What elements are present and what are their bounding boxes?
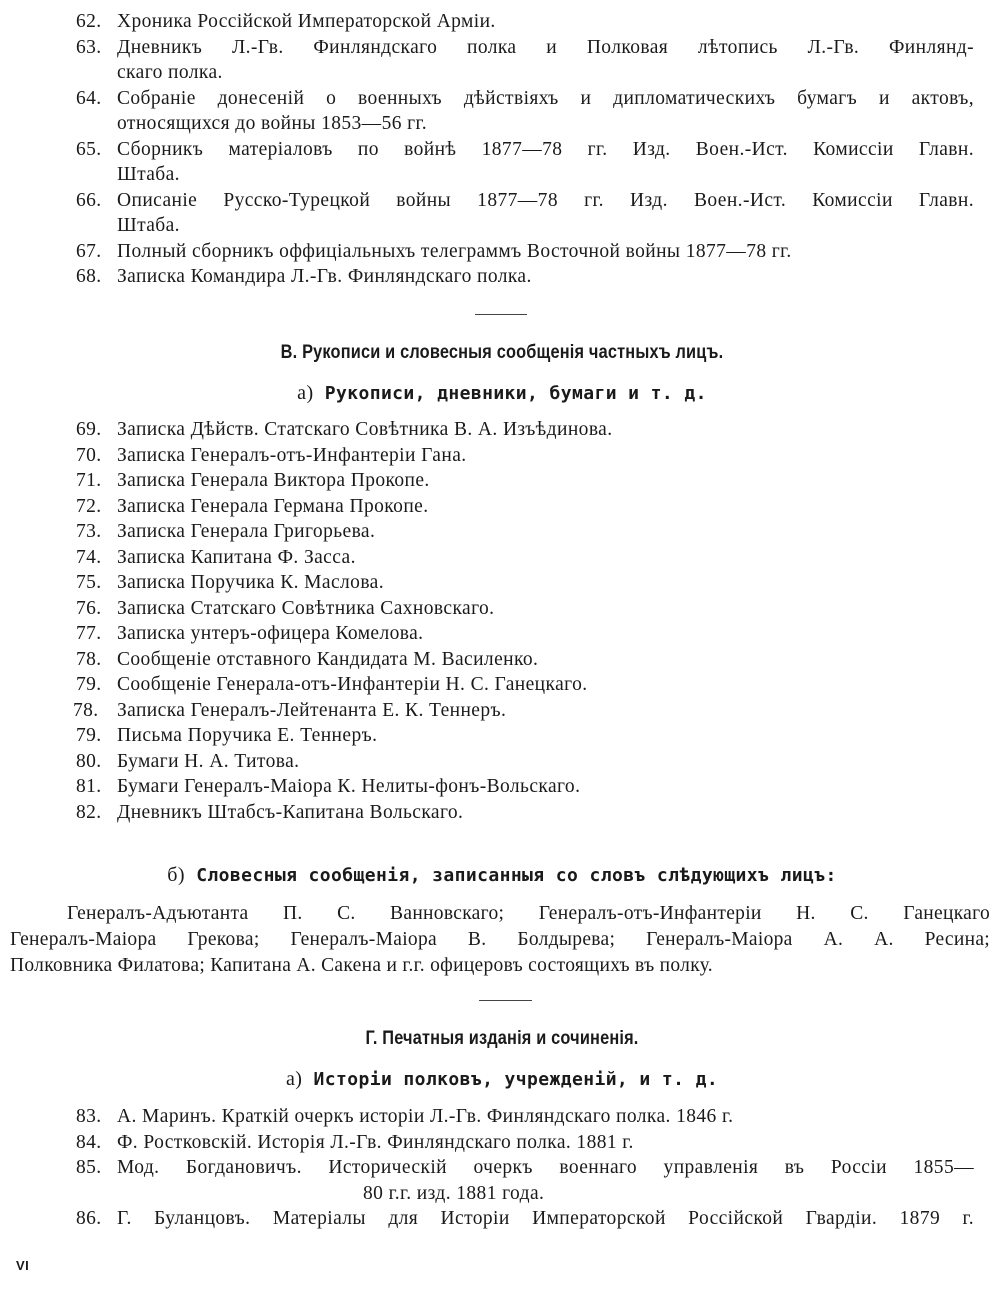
entry-number: 71. [76, 470, 102, 491]
entry-number: 86. [76, 1208, 102, 1229]
entry-number: 76. [76, 597, 102, 619]
entry-text: Записка Дѣйств. Статскаго Совѣтника В. А. Изъѣдинова. [117, 419, 613, 440]
entry-text: Записка Генерала Германа Прокопе. [117, 495, 429, 517]
list-item [73, 698, 974, 724]
paragraph-line: Полковника Филатова; Капитана А. Сакена и г.г. офицеровъ состоящихъ въ полку. [10, 955, 713, 976]
subsection-heading-regimental-histories [0, 1068, 1004, 1091]
entry-number: 84. [76, 1131, 102, 1153]
entry-number: 79. [76, 725, 102, 746]
subsection-title: Словесныя сообщенія, записанныя со словъ слѣдующихъ лицъ: [196, 865, 837, 886]
list-item [76, 188, 974, 239]
list-item [76, 494, 974, 520]
list-item [76, 596, 974, 622]
entry-text: Записка Генералъ-Лейтенанта Е. К. Теннеръ. [117, 699, 507, 721]
entry-number: 81. [76, 776, 102, 797]
paragraph-line: Генералъ-Маіора Грекова; Генералъ-Маіора В. Болдырева; Генералъ-Маіора А. А. Ресина; [10, 929, 990, 950]
entry-number: 69. [76, 419, 102, 440]
list-item [76, 86, 974, 137]
list-item [76, 443, 974, 469]
entry-number: 79. [76, 674, 102, 695]
entry-text: Бумаги Генералъ-Маіора К. Нелиты-фонъ-Вольскаго. [117, 776, 581, 797]
entry-number: 78. [73, 699, 99, 721]
entry-text: Дневникъ Штабсъ-Капитана Вольскаго. [117, 801, 464, 823]
entry-number: 65. [76, 138, 102, 160]
list-item [76, 137, 974, 188]
entry-number: 62. [76, 11, 102, 32]
list-item [76, 1155, 974, 1206]
entry-number: 74. [76, 546, 102, 568]
list-item [76, 468, 974, 494]
entry-text: Г. Буланцовъ. Матеріалы для Исторіи Императорской Россійской Гвардіи. 1879 г. [117, 1208, 974, 1229]
entry-text-continuation: Штаба. [117, 164, 180, 185]
list-item [76, 1104, 974, 1130]
page-number: VI [16, 1258, 30, 1273]
entry-text: Сборникъ матеріаловъ по войнѣ 1877—78 гг. Изд. Воен.-Ист. Комиссіи Главн. [117, 138, 974, 160]
entry-number: 75. [76, 572, 102, 593]
entry-text: Письма Поручика Е. Теннеръ. [117, 725, 378, 746]
entry-text-continuation: Штаба. [117, 215, 180, 236]
entry-number: 77. [76, 623, 102, 644]
subsection-heading-manuscripts [0, 382, 1004, 405]
entry-number: 73. [76, 521, 102, 542]
list-item [76, 9, 974, 35]
list-item [76, 35, 974, 86]
section-heading-v: В. Рукописи и словесныя сообщенія частныхъ лицъ. [280, 342, 724, 363]
list-item [76, 1130, 974, 1156]
entry-text: Дневникъ Л.-Гв. Финляндскаго полка и Полковая лѣтопись Л.-Гв. Финлянд- [117, 36, 974, 58]
subsection-title: Рукописи, дневники, бумаги и т. д. [324, 383, 707, 404]
paragraph-line: Генералъ-Адъютанта П. С. Ванновскаго; Генералъ-отъ-Инфантеріи Н. С. Ганецкаго [67, 903, 990, 924]
list-item [76, 800, 974, 826]
section-heading-g: Г. Печатныя изданія и сочиненія. [365, 1028, 639, 1049]
list-item [76, 774, 974, 800]
list-item [76, 749, 974, 775]
entry-number: 82. [76, 801, 102, 823]
subsection-marker: б) [167, 864, 185, 886]
entry-text: Полный сборникъ оффиціальныхъ телеграммъ Восточной войны 1877—78 гг. [117, 240, 792, 262]
entry-number: 68. [76, 266, 102, 287]
entry-text-continuation: относящихся до войны 1853—56 гг. [117, 113, 428, 134]
subsection-marker: а) [285, 1068, 303, 1090]
entry-text: Записка Поручика К. Маслова. [117, 572, 384, 593]
entry-text: Ф. Ростковскій. Исторія Л.-Гв. Финляндскаго полка. 1881 г. [117, 1131, 634, 1153]
entries-list-archives [76, 9, 974, 290]
entry-number: 67. [76, 240, 102, 262]
oral-reports-paragraph [10, 901, 990, 979]
entry-text: Записка Капитана Ф. Засса. [117, 546, 356, 568]
subsection-marker: а) [297, 382, 314, 404]
entry-number: 64. [76, 87, 102, 109]
entry-number: 78. [76, 648, 102, 670]
list-item [76, 647, 974, 673]
entry-text-continuation: скаго полка. [117, 62, 223, 83]
entry-number: 72. [76, 495, 102, 517]
list-item [76, 417, 974, 443]
entry-text: Записка Статскаго Совѣтника Сахновскаго. [117, 597, 495, 619]
entry-text: Записка Генералъ-отъ-Инфантеріи Гана. [117, 444, 467, 466]
entry-number: 63. [76, 36, 102, 58]
list-item [76, 672, 974, 698]
subsection-heading-oral-reports [0, 864, 1004, 887]
entries-list-printed [76, 1104, 974, 1232]
entry-text: Мод. Богдановичъ. Историческій очеркъ военнаго управленія въ Россіи 1855— [117, 1157, 974, 1178]
entry-text: Бумаги Н. А. Титова. [117, 750, 300, 772]
entry-text: Описаніе Русско-Турецкой войны 1877—78 гг. Изд. Воен.-Ист. Комиссіи Главн. [117, 189, 974, 211]
list-item [76, 621, 974, 647]
list-item [76, 570, 974, 596]
entry-text: Записка Командира Л.-Гв. Финляндскаго полка. [117, 266, 532, 287]
entry-text-continuation: 80 г.г. изд. 1881 года. [363, 1182, 545, 1204]
entry-text: Записка Генерала Григорьева. [117, 521, 376, 542]
entries-list-manuscripts [73, 417, 974, 825]
entry-number: 83. [76, 1106, 102, 1127]
list-item [76, 519, 974, 545]
subsection-title: Исторіи полковъ, учрежденій, и т. д. [313, 1069, 719, 1090]
section-divider [475, 314, 527, 315]
list-item [76, 264, 974, 290]
list-item [76, 1206, 974, 1232]
entry-text: Записка унтеръ-офицера Комелова. [117, 623, 424, 644]
list-item [76, 545, 974, 571]
list-item [76, 239, 974, 265]
entry-text: Хроника Россійской Императорской Арміи. [117, 11, 496, 32]
entry-number: 85. [76, 1157, 102, 1178]
entry-number: 80. [76, 750, 102, 772]
entry-text: А. Маринъ. Краткій очеркъ исторіи Л.-Гв. Финляндскаго полка. 1846 г. [117, 1106, 734, 1127]
entry-text: Собраніе донесеній о военныхъ дѣйствіяхъ и дипломатическихъ бумагъ и актовъ, [117, 87, 974, 109]
entry-text: Записка Генерала Виктора Прокопе. [117, 470, 430, 491]
list-item [76, 723, 974, 749]
entry-number: 70. [76, 444, 102, 466]
entry-number: 66. [76, 189, 102, 211]
section-divider [479, 1000, 532, 1001]
entry-text: Сообщеніе Генерала-отъ-Инфантеріи Н. С. Ганецкаго. [117, 674, 588, 695]
entry-text: Сообщеніе отставного Кандидата М. Василенко. [117, 648, 539, 670]
